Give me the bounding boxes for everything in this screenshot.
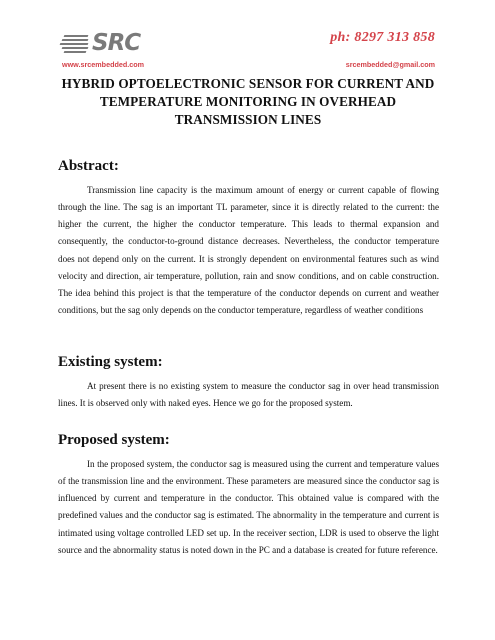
abstract-body: Transmission line capacity is the maximum amount of energy or current capable of flowing through the line. The sag is an important TL parameter, since it is directly related to the current: the higher the current, the higher the conductor temperature. This leads to thermal expansion and consequently, the conductor-to-ground distance decreases. Nevertheless, the conductor temperature does not depend only on the current. It is strongly dependent on environmental features such as wind velocity and direction, air temperature, pollution, rain and snow conditions, and on cable construction. The idea behind this project is that the temperature of the conductor depends on current and weather conditions, but the sag only depends on the conductor temperature, regardless of weather conditions: [58, 185, 439, 316]
abstract-heading: Abstract:: [58, 158, 119, 174]
existing-system-body: At present there is no existing system to measure the conductor sag in over head transmission lines. It is observed only with naked eyes. Hence we go for the proposed system.: [58, 381, 439, 409]
title-line-3: TRANSMISSION LINES: [174, 112, 322, 127]
src-logo: [60, 30, 140, 56]
logo-text: SRC: [92, 29, 141, 56]
document-title: [58, 75, 438, 129]
logo-speed-lines: [60, 33, 90, 53]
website-link[interactable]: www.srcembedded.com: [62, 60, 145, 69]
proposed-system-body: In the proposed system, the conductor sag is measured using the current and temperature values of the transmission line and the environment. These parameters are measured since the conductor sag is influenced by current and temperature in the conductor. This obtained value is compared with the predefined values and the conductor sag is estimated. The abnormality in the temperature and current is intimated using voltage controlled LED set up. In the receiver section, LDR is used to observe the light source and the abnormality status is noted down in the PC and a database is created for future reference.: [58, 459, 439, 555]
phone-number: ph: 8297 313 858: [330, 30, 435, 45]
title-line-1: HYBRID OPTOELECTRONIC SENSOR FOR CURRENT AND: [61, 76, 435, 91]
title-line-2: TEMPERATURE MONITORING IN OVERHEAD: [99, 94, 397, 109]
email-address[interactable]: srcembedded@gmail.com: [345, 60, 435, 69]
proposed-system-heading: Proposed system:: [58, 432, 170, 448]
existing-system-heading: Existing system:: [58, 354, 163, 370]
